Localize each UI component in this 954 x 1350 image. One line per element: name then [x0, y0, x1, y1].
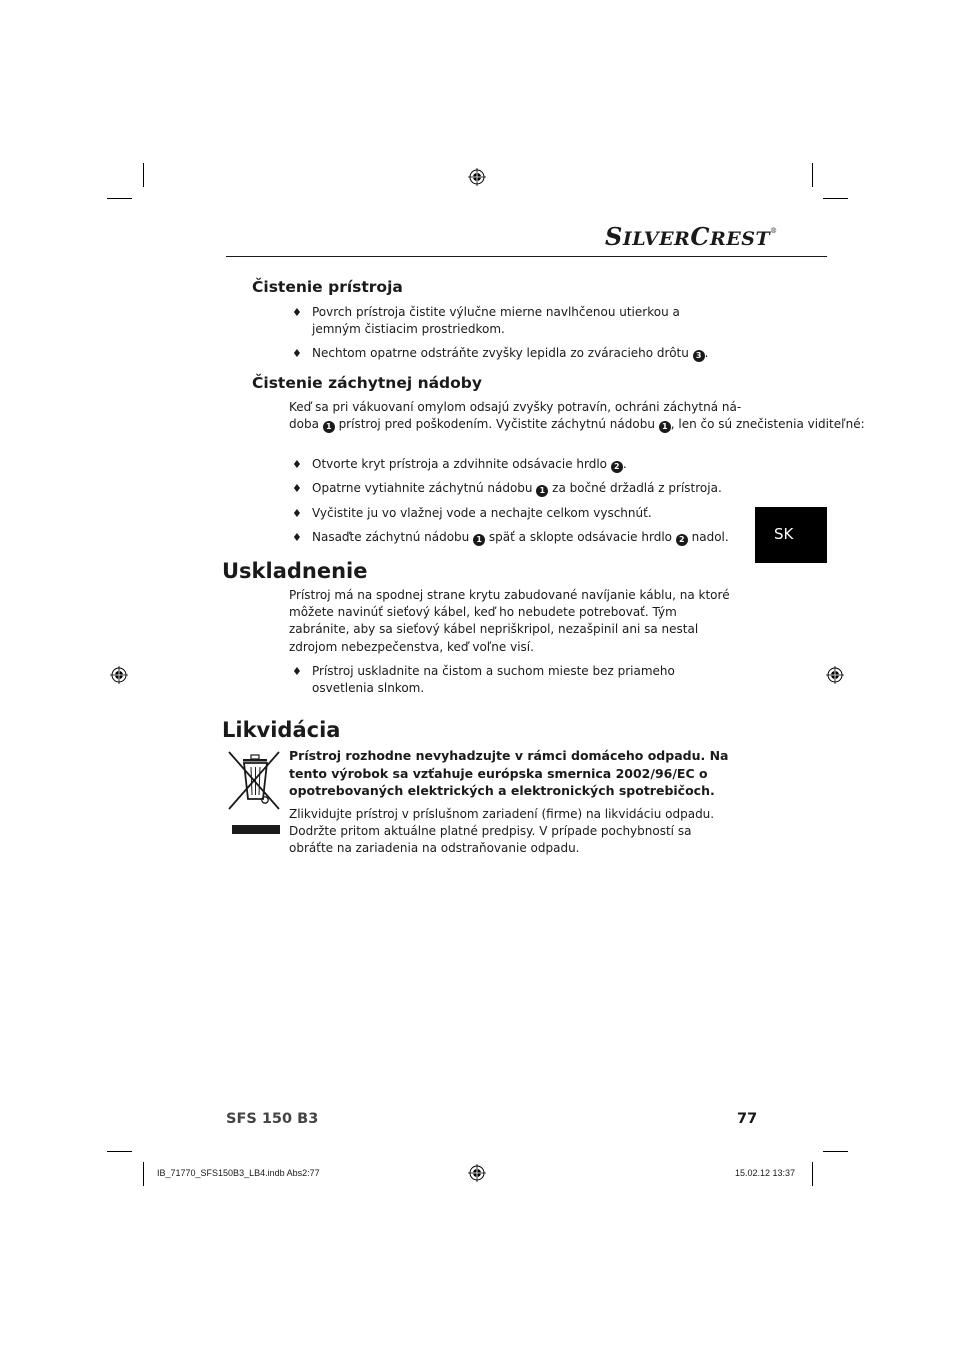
- text-run: Opatrne vytiahnite záchytnú nádobu: [312, 481, 537, 495]
- crop-mark: [823, 1151, 848, 1152]
- text-run: , len čo sú znečistenia viditeľné:: [670, 417, 865, 432]
- paragraph: Prístroj má na spodnej strane krytu zabudované navíjanie káblu, na ktoré môžete navinúť sieťový kábel, keď ho nebudete potrebovať. Tým zabránite, aby sa sieťový kábel nepriškripol, nezašpinil ani sa nestal zdrojom nebezpečenstva, keď voľne visí.: [289, 588, 730, 654]
- part-number-badge: 2: [676, 534, 688, 546]
- silvercrest-logo: SILVERCREST®: [605, 222, 778, 251]
- text-run: Otvorte kryt prístroja a zdvihnite odsávacie hrdlo: [312, 457, 611, 471]
- section-title-cleaning: Čistenie prístroja: [252, 278, 403, 296]
- crop-mark: [823, 198, 848, 199]
- list-item-text: [312, 456, 627, 473]
- print-slug-file: IB_71770_SFS150B3_LB4.indb Abs2:77: [157, 1168, 320, 1178]
- diamond-bullet-icon: ♦: [292, 458, 302, 471]
- text-run: .: [704, 346, 709, 360]
- registration-mark-icon: [468, 168, 486, 186]
- crop-mark: [143, 163, 144, 187]
- part-number-badge: 1: [323, 421, 335, 433]
- paragraph: [289, 399, 865, 433]
- registration-mark-icon: [110, 666, 128, 684]
- text-line: Keď sa pri vákuovaní omylom odsajú zvyšky potravín, ochráni záchytná ná-: [289, 400, 742, 414]
- language-tab: [755, 507, 827, 563]
- list-item-text: [312, 529, 729, 546]
- language-tab-label: SK: [774, 525, 794, 543]
- part-number-badge: 1: [473, 534, 485, 546]
- crop-mark: [107, 1151, 132, 1152]
- diamond-bullet-icon: ♦: [292, 531, 302, 544]
- page-number: 77: [737, 1111, 758, 1127]
- diamond-bullet-icon: ♦: [292, 306, 302, 319]
- section-title-storage: Uskladnenie: [222, 559, 368, 583]
- registration-mark-icon: [826, 666, 844, 684]
- text-run: .: [622, 457, 627, 471]
- crop-mark: [812, 1162, 813, 1186]
- part-number-badge: 1: [659, 421, 671, 433]
- part-number-badge: 1: [536, 485, 548, 497]
- crossed-out-bin-icon: [226, 749, 284, 837]
- crop-mark: [107, 198, 132, 199]
- paragraph: Zlikvidujte prístroj v príslušnom zariadení (firme) na likvidáciu odpadu. Dodržte pritom aktuálne platné predpisy. V prípade pochybností sa obráťte na zariadenia na odstraňovanie odpadu.: [289, 807, 715, 856]
- text-run: Nasaďte záchytnú nádobu: [312, 530, 474, 544]
- model-number: SFS 150 B3: [226, 1111, 319, 1127]
- list-item-text: Povrch prístroja čistite výlučne mierne navlhčenou utierkou a jemným čistiacim prostriedkom.: [312, 305, 680, 337]
- print-slug-date: 15.02.12 13:37: [735, 1168, 796, 1178]
- text-run: Nechtom opatrne odstráňte zvyšky lepidla zo zváracieho drôtu: [312, 346, 693, 360]
- crop-mark: [812, 163, 813, 187]
- disposal-warning: Prístroj rozhodne nevyhadzujte v rámci domáceho odpadu. Na tento výrobok sa vzťahuje európska smernica 2002/96/EC o opotrebovaných elektrických a elektronických spotrebičoch.: [289, 748, 729, 798]
- diamond-bullet-icon: ♦: [292, 347, 302, 360]
- list-item-text: Vyčistite ju vo vlažnej vode a nechajte celkom vyschnúť.: [312, 506, 652, 520]
- section-title-disposal: Likvidácia: [222, 718, 341, 742]
- part-number-badge: 2: [611, 461, 623, 473]
- text-run: späť a sklopte odsávacie hrdlo: [485, 530, 676, 544]
- text-run: za bočné držadlá z prístroja.: [548, 481, 722, 495]
- diamond-bullet-icon: ♦: [292, 482, 302, 495]
- diamond-bullet-icon: ♦: [292, 507, 302, 520]
- diamond-bullet-icon: ♦: [292, 665, 302, 678]
- list-item-text: [312, 345, 709, 362]
- text-run: doba: [289, 417, 323, 432]
- header-rule: [226, 256, 827, 257]
- list-item-text: Prístroj uskladnite na čistom a suchom mieste bez priameho osvetlenia slnkom.: [312, 664, 675, 696]
- part-number-badge: 3: [693, 350, 705, 362]
- section-title-container: Čistenie záchytnej nádoby: [252, 374, 483, 392]
- text-run: nadol.: [687, 530, 729, 544]
- registration-mark-icon: [468, 1164, 486, 1182]
- crop-mark: [143, 1162, 144, 1186]
- text-line: [289, 416, 865, 433]
- text-run: prístroj pred poškodením. Vyčistite záchytnú nádobu: [334, 417, 659, 432]
- list-item-text: [312, 480, 722, 497]
